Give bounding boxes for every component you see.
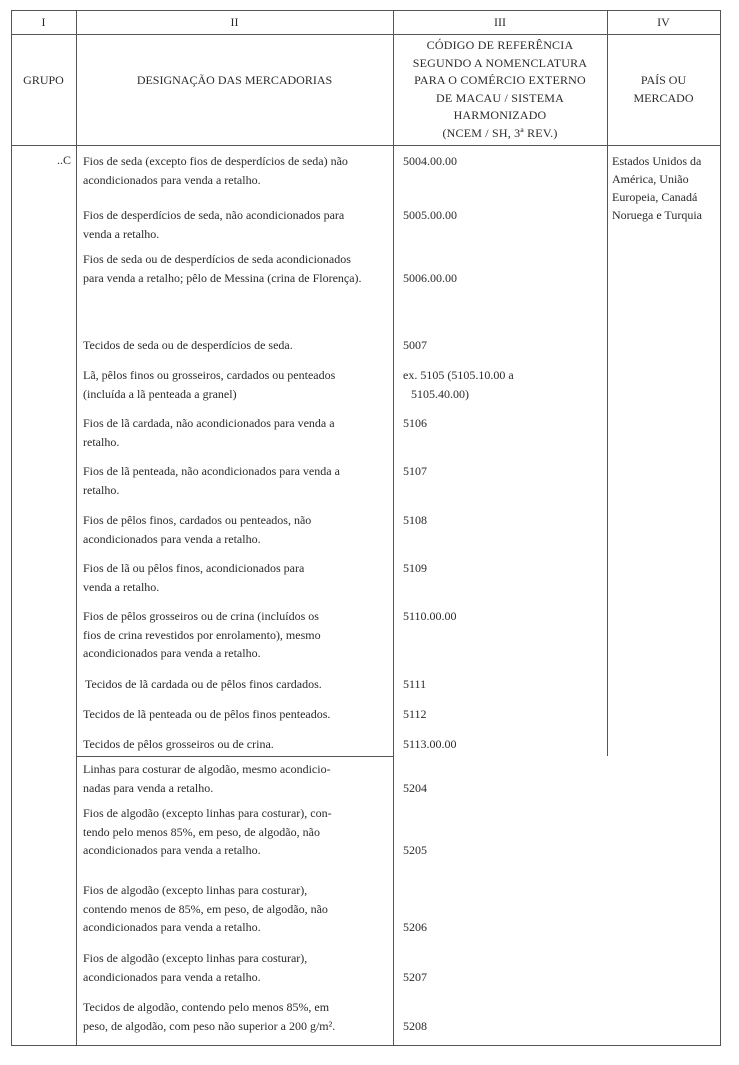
desc-line: contendo menos de 85%, em peso, de algodão, não <box>83 901 328 916</box>
header-pais-line: MERCADO <box>633 91 694 105</box>
desc-line: Fios de desperdícios de seda, não acondicionados para <box>83 208 345 222</box>
row-description <box>83 735 378 754</box>
section-rule <box>76 756 394 757</box>
column-number-2: II <box>230 15 239 29</box>
desc-line: Fios de algodão (excepto linhas para costurar), <box>83 883 308 897</box>
row-code <box>403 366 553 403</box>
header-codigo-line: CÓDIGO DE REFERÊNCIA <box>426 38 574 52</box>
country-line: Europeia, Canadá <box>612 190 698 204</box>
desc-line: Fios de seda ou de desperdícios de seda acondicionados <box>83 252 351 266</box>
row-code: 5111 <box>403 677 427 691</box>
row-description <box>83 152 378 189</box>
desc-line: acondicionados para venda a retalho. <box>83 531 261 546</box>
row-code: 5006.00.00 <box>403 271 457 285</box>
country-line: Estados Unidos da <box>612 154 702 168</box>
row-description <box>83 336 378 355</box>
tariff-table <box>11 10 721 1046</box>
row-code: 5204 <box>403 781 427 795</box>
desc-line: Fios de lã cardada, não acondicionados para venda a <box>83 416 335 430</box>
row-code: 5107 <box>403 464 427 478</box>
header-codigo-line: (NCEM / SH, 3ª REV.) <box>442 125 558 140</box>
row-description <box>83 949 378 986</box>
column-divider-2 <box>393 10 394 1046</box>
row-code: 5207 <box>403 970 427 984</box>
desc-line: acondicionados para venda a retalho. <box>83 172 261 187</box>
desc-line: Fios de algodão (excepto linhas para costurar), con- <box>83 806 332 820</box>
row-description <box>83 250 378 287</box>
header-pais-line: PAÍS OU <box>640 73 687 87</box>
row-description <box>83 366 378 403</box>
row-code: 5110.00.00 <box>403 609 457 623</box>
row-description <box>83 511 378 548</box>
column-divider-3 <box>607 10 608 756</box>
row-code: 5007 <box>403 338 427 352</box>
row-description <box>83 462 378 499</box>
header-codigo-line: HARMONIZADO <box>453 108 547 122</box>
row-code: 5205 <box>403 843 427 857</box>
desc-line: retalho. <box>83 482 120 497</box>
desc-line: Tecidos de seda ou de desperdícios de seda. <box>83 338 293 352</box>
code-line: 5105.40.00) <box>411 386 469 401</box>
country-line: América, União <box>612 172 689 186</box>
desc-line: fios de crina revestidos por enrolamento), mesmo <box>83 627 321 642</box>
desc-line: retalho. <box>83 434 120 449</box>
row-description <box>83 881 378 937</box>
row-description <box>83 607 378 663</box>
row-code: 5106 <box>403 416 427 430</box>
desc-line: Fios de lã ou pêlos finos, acondicionados para <box>83 561 305 575</box>
desc-line: Fios de seda (excepto fios de desperdícios de seda) não <box>83 154 348 168</box>
column-number-3: III <box>494 15 506 29</box>
header-pais <box>607 71 720 107</box>
desc-line: Fios de lã penteada, não acondicionados para venda a <box>83 464 340 478</box>
header-grupo: GRUPO <box>23 73 64 87</box>
header-designacao: DESIGNAÇÃO DAS MERCADORIAS <box>136 73 333 87</box>
code-line: ex. 5105 (5105.10.00 a <box>403 368 514 382</box>
column-number-4: IV <box>657 15 670 29</box>
desc-line: peso, de algodão, com peso não superior a 200 g/m². <box>83 1018 336 1033</box>
desc-line: (incluída a lã penteada a granel) <box>83 386 237 401</box>
table-border-bottom <box>11 1045 721 1046</box>
header-codigo-line: DE MACAU / SISTEMA <box>436 90 564 105</box>
header-codigo <box>393 37 607 142</box>
header-number-rule <box>11 34 721 35</box>
row-description <box>83 804 378 860</box>
table-border-top <box>11 10 721 11</box>
row-description <box>83 206 378 243</box>
desc-line: acondicionados para venda a retalho. <box>83 646 261 660</box>
desc-line: Linhas para costurar de algodão, mesmo acondicio- <box>83 762 331 776</box>
row-code: 5005.00.00 <box>403 208 457 222</box>
row-code: 5113.00.00 <box>403 737 457 751</box>
row-code: 5004.00.00 <box>403 154 457 168</box>
desc-line: Lã, pêlos finos ou grosseiros, cardados ou penteados <box>83 368 336 382</box>
country-line: Noruega e Turquia <box>612 208 702 222</box>
row-description <box>83 705 378 724</box>
desc-line: tendo pelo menos 85%, em peso, de algodão, não <box>83 824 320 839</box>
row-description <box>85 675 380 694</box>
desc-line: acondicionados para venda a retalho. <box>83 920 261 934</box>
row-code: 5112 <box>403 707 427 721</box>
desc-line: Fios de pêlos grosseiros ou de crina (incluídos os <box>83 609 319 623</box>
header-codigo-line: SEGUNDO A NOMENCLATURA <box>412 55 588 70</box>
row-description <box>83 414 378 451</box>
row-code: 5206 <box>403 920 427 934</box>
row-code: 5109 <box>403 561 427 575</box>
desc-line: acondicionados para venda a retalho. <box>83 843 261 857</box>
desc-line: Fios de algodão (excepto linhas para costurar), <box>83 951 308 965</box>
desc-line: Tecidos de pêlos grosseiros ou de crina. <box>83 737 274 751</box>
desc-line: Tecidos de lã cardada ou de pêlos finos cardados. <box>85 677 322 691</box>
row-code: 5208 <box>403 1019 427 1033</box>
desc-line: Tecidos de lã penteada ou de pêlos finos penteados. <box>83 707 331 721</box>
country-list <box>612 152 722 224</box>
column-divider-1 <box>76 10 77 1046</box>
header-bottom-rule <box>11 145 721 146</box>
row-code: 5108 <box>403 513 427 527</box>
row-description <box>83 760 378 797</box>
desc-line: acondicionados para venda a retalho. <box>83 969 261 984</box>
column-number-1: I <box>41 15 46 29</box>
desc-line: venda a retalho. <box>83 579 160 594</box>
desc-line: nadas para venda a retalho. <box>83 780 214 795</box>
group-code: ..C <box>56 153 71 167</box>
desc-line: para venda a retalho; pêlo de Messina (crina de Florença). <box>83 270 362 285</box>
desc-line: venda a retalho. <box>83 226 160 241</box>
desc-line: Tecidos de algodão, contendo pelo menos 85%, em <box>83 1000 330 1014</box>
desc-line: Fios de pêlos finos, cardados ou penteados, não <box>83 513 312 527</box>
row-description <box>83 998 378 1035</box>
row-description <box>83 559 378 596</box>
header-codigo-line: PARA O COMÉRCIO EXTERNO <box>414 73 586 87</box>
